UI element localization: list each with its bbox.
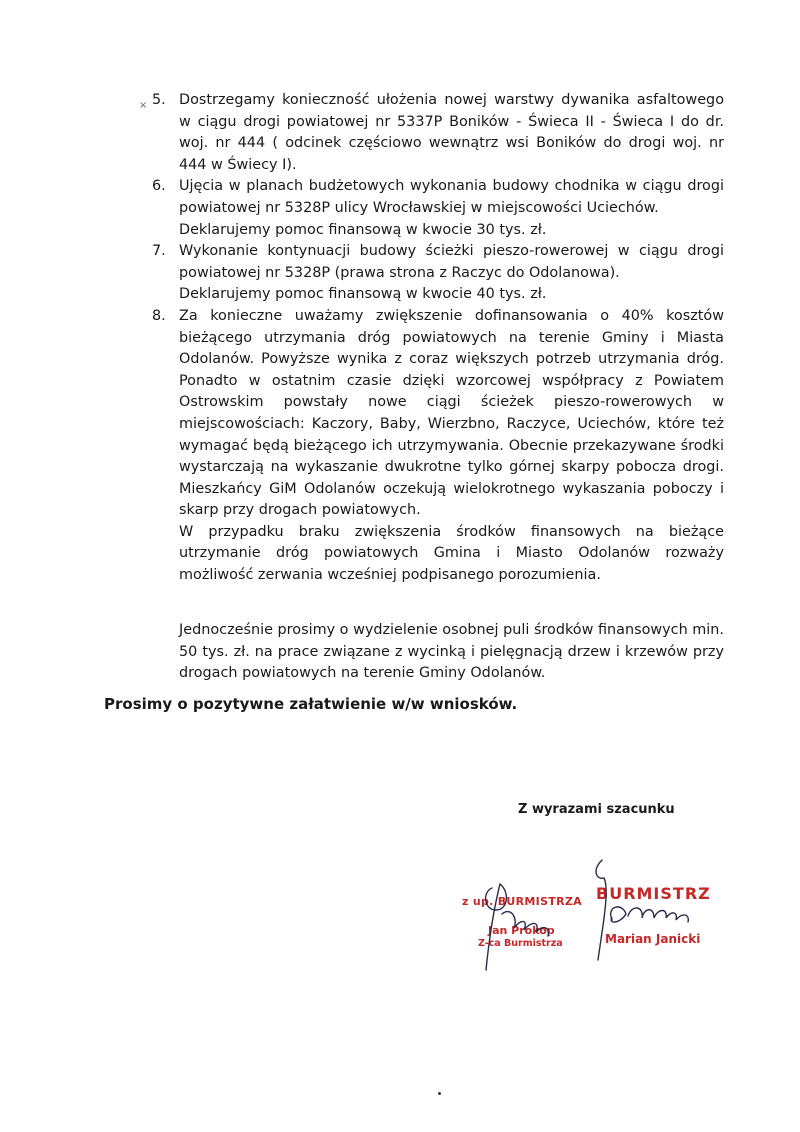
item-continuation: W przypadku braku zwiększenia środków finansowych na bieżące utrzymanie dróg powiatowych Gmina i Miasto Odolanów rozważy możliwość zerwania wcześniej podpisanego porozumienia. (179, 523, 724, 584)
closing-line: Z wyrazami szacunku (518, 802, 675, 817)
list-item (152, 90, 724, 176)
item-text: Dostrzegamy konieczność ułożenia nowej warstwy dywanika asfaltowego w ciągu drogi powiatowej nr 5337P Boników - Świeca II - Świeca I do dr. woj. nr 444 ( odcinek częściowo wewnątrz wsi Boników do drogi woj. nr 444 w Świecy I). (179, 92, 724, 173)
additional-request-paragraph: Jednocześnie prosimy o wydzielenie osobnej puli środków finansowych min. 50 tys. zł. na prace związane z wycinką i pielęgnacją drzew i krzewów przy drogach powiatowych na terenie Gminy Odolanów. (179, 622, 724, 682)
item-text: Ujęcia w planach budżetowych wykonania budowy chodnika w ciągu drogi powiatowej nr 5328P ulicy Wrocławskiej w miejscowości Uciechów. (179, 178, 724, 216)
left-signature (462, 870, 562, 980)
right-stamp-title: BURMISTRZ (596, 884, 711, 903)
item-number: 5. (152, 92, 166, 108)
item-declaration: Deklarujemy pomoc finansową w kwocie 40 tys. zł. (179, 286, 547, 303)
item-text: Wykonanie kontynuacji budowy ścieżki pieszo-rowerowej w ciągu drogi powiatowej nr 5328P (prawa strona z Raczyc do Odolanowa). (179, 243, 724, 281)
left-stamp-role: Z-ca Burmistrza (478, 938, 563, 949)
item-text: Za konieczne uważamy zwiększenie dofinansowania o 40% kosztów bieżącego utrzymania dróg powiatowych na terenie Gminy i Miasta Odolanów. Powyższe wynika z coraz większych potrzeb utrzymania dróg. Ponadto w ostatnim czasie dzięki wzorcowej współpracy z Powiatem Ostrowskim powstały nowe ciągi ścieżek pieszo-rowerowych w miejscowościach: Kaczory, Baby, Wierzbno, Raczyce, Uciechów, które też wymagać będą bieżącego ich utrzymywania. Obecnie przekazywane środki wystarczają na wykaszanie dwukrotne tylko górnej skarpy pobocza drogi. Mieszkańcy GiM Odolanów oczekują wielokrotnego wykaszania poboczy i skarp przy drogach powiatowych. (179, 307, 724, 519)
request-line: Prosimy o pozytywne załatwienie w/w wniosków. (104, 695, 518, 713)
list-item (152, 176, 724, 241)
item-number: 6. (152, 178, 166, 195)
numbered-list (152, 90, 724, 587)
left-stamp-title: z up. BURMISTRZA (462, 895, 582, 908)
margin-mark: × (139, 100, 148, 111)
list-item (152, 306, 724, 587)
list-item (152, 241, 724, 306)
left-stamp-name: Jan Prokop (488, 924, 555, 937)
right-stamp-name: Marian Janicki (605, 932, 701, 946)
item-number: 8. (152, 307, 166, 324)
item-declaration: Deklarujemy pomoc finansową w kwocie 30 tys. zł. (179, 221, 547, 238)
item-number: 7. (152, 243, 166, 260)
right-signature (582, 850, 702, 970)
page-mark-dot (438, 1092, 441, 1095)
